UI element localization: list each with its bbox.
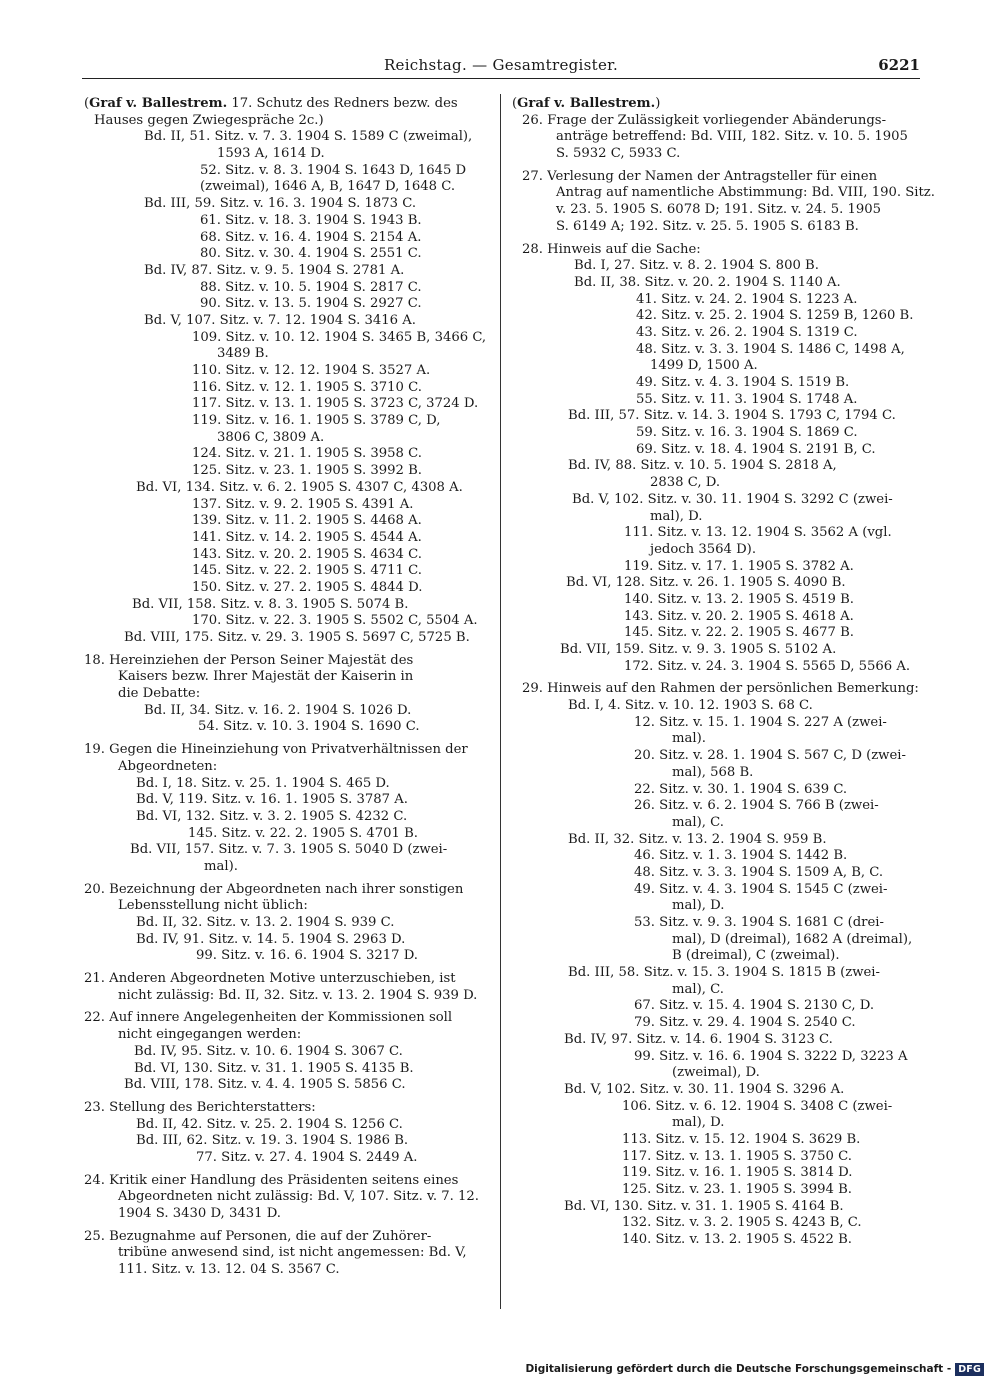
register-line: 119. Sitz. v. 16. 1. 1905 S. 3789 C, D,	[192, 413, 441, 429]
register-line: mal).	[204, 858, 238, 874]
register-line: 19. Gegen die Hineinziehung von Privatverhältnissen der	[84, 742, 468, 758]
register-line: 61. Sitz. v. 18. 3. 1904 S. 1943 B.	[200, 212, 422, 228]
register-line: 111. Sitz. v. 13. 12. 1904 S. 3562 A (vgl.	[624, 525, 892, 541]
register-line: 132. Sitz. v. 3. 2. 1905 S. 4243 B, C.	[622, 1215, 862, 1231]
register-line: 109. Sitz. v. 10. 12. 1904 S. 3465 B, 3466 C,	[192, 329, 487, 345]
column-divider	[500, 94, 501, 1309]
register-line: 43. Sitz. v. 26. 2. 1904 S. 1319 C.	[636, 324, 858, 340]
register-line: Bd. I, 4. Sitz. v. 10. 12. 1903 S. 68 C.	[568, 698, 813, 714]
register-line: 119. Sitz. v. 17. 1. 1905 S. 3782 A.	[624, 558, 854, 574]
register-line: 125. Sitz. v. 23. 1. 1905 S. 3994 B.	[622, 1182, 852, 1197]
register-line: 46. Sitz. v. 1. 3. 1904 S. 1442 B.	[634, 848, 848, 864]
register-line: 41. Sitz. v. 24. 2. 1904 S. 1223 A.	[636, 291, 858, 307]
register-line: 22. Sitz. v. 30. 1. 1904 S. 639 C.	[634, 781, 848, 797]
register-line: 67. Sitz. v. 15. 4. 1904 S. 2130 C, D.	[634, 998, 875, 1014]
register-line: 69. Sitz. v. 18. 4. 1904 S. 2191 B, C.	[636, 441, 876, 457]
register-line: 79. Sitz. v. 29. 4. 1904 S. 2540 C.	[634, 1015, 856, 1031]
register-line: Abgeordneten nicht zulässig: Bd. V, 107. Sitz. v. 7. 12.	[118, 1189, 479, 1205]
register-line: S. 5932 C, 5933 C.	[556, 146, 681, 162]
register-line: Bd. IV, 97. Sitz. v. 14. 6. 1904 S. 3123 C.	[564, 1031, 833, 1047]
register-line: Bd. VII, 157. Sitz. v. 7. 3. 1905 S. 5040 D (zwei-	[130, 842, 448, 858]
register-line: Bd. I, 18. Sitz. v. 25. 1. 1904 S. 465 D.	[136, 775, 390, 791]
register-line: 49. Sitz. v. 4. 3. 1904 S. 1545 C (zwei-	[634, 881, 888, 897]
register-line: Hauses gegen Zwiegespräche 2c.)	[94, 112, 324, 128]
register-line: Bd. VII, 159. Sitz. v. 9. 3. 1905 S. 5102 A.	[560, 642, 837, 657]
register-line: 150. Sitz. v. 27. 2. 1905 S. 4844 D.	[192, 579, 423, 595]
running-title: Reichstag. — Gesamtregister.	[383, 56, 619, 74]
dfg-logo: DFG	[955, 1363, 984, 1376]
register-line: 20. Bezeichnung der Abgeordneten nach ihrer sonstigen	[84, 881, 464, 897]
register-line: Bd. III, 62. Sitz. v. 19. 3. 1904 S. 1986 B.	[136, 1133, 409, 1149]
footer-credit	[525, 1361, 984, 1377]
register-line: Bd. VI, 130. Sitz. v. 31. 1. 1905 S. 4135 B.	[134, 1060, 414, 1076]
register-line: 55. Sitz. v. 11. 3. 1904 S. 1748 A.	[636, 391, 858, 407]
register-line: Abgeordneten:	[118, 758, 218, 774]
register-line: 116. Sitz. v. 12. 1. 1905 S. 3710 C.	[192, 379, 422, 395]
register-line: 27. Verlesung der Namen der Antragsteller für einen	[522, 168, 878, 184]
register-line: die Debatte:	[118, 686, 201, 702]
register-line: Bd. VIII, 175. Sitz. v. 29. 3. 1905 S. 5697 C, 5725 B.	[124, 630, 470, 645]
register-line: tribüne anwesend sind, ist nicht angemessen: Bd. V,	[118, 1245, 467, 1261]
right-column	[512, 96, 935, 1249]
register-line: Bd. I, 27. Sitz. v. 8. 2. 1904 S. 800 B.	[574, 258, 819, 274]
register-line: nicht zulässig: Bd. II, 32. Sitz. v. 13. 2. 1904 S. 939 D.	[118, 987, 478, 1003]
register-line: 170. Sitz. v. 22. 3. 1905 S. 5502 C, 5504 A.	[192, 613, 478, 629]
register-line: 140. Sitz. v. 13. 2. 1905 S. 4519 B.	[624, 591, 854, 607]
register-line: 111. Sitz. v. 13. 12. 04 S. 3567 C.	[118, 1262, 340, 1278]
register-line: Bd. III, 58. Sitz. v. 15. 3. 1904 S. 1815 B (zwei-	[568, 965, 880, 981]
register-line: 24. Kritik einer Handlung des Präsidenten seitens eines	[84, 1172, 459, 1188]
register-line: 48. Sitz. v. 3. 3. 1904 S. 1509 A, B, C.	[634, 864, 884, 880]
register-line: jedoch 3564 D).	[650, 541, 757, 557]
register-line: 77. Sitz. v. 27. 4. 1904 S. 2449 A.	[196, 1149, 418, 1165]
register-line: Bd. IV, 87. Sitz. v. 9. 5. 1904 S. 2781 A.	[144, 262, 405, 278]
footer-text: Digitalisierung gefördert durch die Deutsche Forschungsgemeinschaft -	[525, 1363, 952, 1375]
register-line: 48. Sitz. v. 3. 3. 1904 S. 1486 C, 1498 A,	[636, 341, 905, 357]
page-header	[82, 56, 920, 79]
register-line: 99. Sitz. v. 16. 6. 1904 S. 3217 D.	[196, 948, 419, 964]
register-line: 124. Sitz. v. 21. 1. 1905 S. 3958 C.	[192, 446, 422, 462]
register-line: S. 6149 A; 192. Sitz. v. 25. 5. 1905 S. 6183 B.	[556, 218, 859, 234]
register-line: 3806 C, 3809 A.	[217, 429, 325, 445]
register-line: Kaisers bezw. Ihrer Majestät der Kaiserin in	[118, 669, 414, 685]
register-line: 137. Sitz. v. 9. 2. 1905 S. 4391 A.	[192, 496, 414, 512]
register-line: 119. Sitz. v. 16. 1. 1905 S. 3814 D.	[622, 1165, 853, 1181]
register-line: 53. Sitz. v. 9. 3. 1904 S. 1681 C (drei-	[634, 915, 884, 930]
register-line: Lebensstellung nicht üblich:	[118, 898, 308, 914]
register-line: 80. Sitz. v. 30. 4. 1904 S. 2551 C.	[200, 246, 422, 262]
register-line: mal), D.	[672, 1115, 725, 1131]
register-line: anträge betreffend: Bd. VIII, 182. Sitz. v. 10. 5. 1905	[556, 129, 908, 145]
register-line: 20. Sitz. v. 28. 1. 1904 S. 567 C, D (zwei-	[634, 748, 906, 764]
register-line: Bd. VII, 158. Sitz. v. 8. 3. 1905 S. 5074 B.	[132, 596, 409, 612]
register-line: Bd. IV, 95. Sitz. v. 10. 6. 1904 S. 3067 C.	[134, 1043, 403, 1059]
register-line: 1499 D, 1500 A.	[650, 358, 758, 374]
register-line: 143. Sitz. v. 20. 2. 1905 S. 4618 A.	[624, 608, 854, 624]
register-line: 110. Sitz. v. 12. 12. 1904 S. 3527 A.	[192, 363, 431, 378]
register-line: (Graf v. Ballestrem.)	[512, 96, 661, 111]
register-line: 42. Sitz. v. 25. 2. 1904 S. 1259 B, 1260 B.	[636, 308, 914, 324]
register-line: 2838 C, D.	[650, 475, 721, 491]
register-line: 145. Sitz. v. 22. 2. 1905 S. 4711 C.	[192, 563, 422, 579]
register-line: 145. Sitz. v. 22. 2. 1905 S. 4677 B.	[624, 625, 854, 641]
register-line: mal), D.	[650, 508, 703, 524]
register-line: Antrag auf namentliche Abstimmung: Bd. VIII, 190. Sitz.	[556, 185, 935, 201]
register-line: (zweimal), 1646 A, B, 1647 D, 1648 C.	[200, 179, 456, 195]
register-line: 90. Sitz. v. 13. 5. 1904 S. 2927 C.	[200, 296, 422, 312]
register-line: Bd. VI, 134. Sitz. v. 6. 2. 1905 S. 4307 C, 4308 A.	[136, 479, 463, 495]
register-line: mal), C.	[672, 981, 724, 997]
register-line: B (dreimal), C (zweimal).	[672, 948, 840, 964]
register-line: Bd. IV, 88. Sitz. v. 10. 5. 1904 S. 2818 A,	[568, 458, 837, 474]
register-line: Bd. II, 32. Sitz. v. 13. 2. 1904 S. 939 C.	[136, 915, 395, 930]
register-line: 18. Hereinziehen der Person Seiner Majestät des	[84, 652, 414, 668]
register-line: 28. Hinweis auf die Sache:	[522, 241, 701, 257]
register-line: 143. Sitz. v. 20. 2. 1905 S. 4634 C.	[192, 546, 422, 562]
register-line: mal), 568 B.	[672, 764, 754, 780]
register-line: mal).	[672, 731, 706, 747]
register-line: 172. Sitz. v. 24. 3. 1904 S. 5565 D, 5566 A.	[624, 658, 911, 674]
register-line: 26. Sitz. v. 6. 2. 1904 S. 766 B (zwei-	[634, 798, 879, 814]
left-column	[84, 96, 489, 1279]
register-line: 117. Sitz. v. 13. 1. 1905 S. 3723 C, 3724 D.	[192, 396, 479, 412]
register-line: Bd. II, 34. Sitz. v. 16. 2. 1904 S. 1026 D.	[144, 702, 412, 718]
register-line: (zweimal), D.	[672, 1065, 760, 1081]
page-number: 6221	[878, 56, 920, 74]
register-line: 23. Stellung des Berichterstatters:	[84, 1099, 316, 1115]
register-line: mal), D (dreimal), 1682 A (dreimal),	[672, 931, 913, 947]
register-line: 99. Sitz. v. 16. 6. 1904 S. 3222 D, 3223 A	[634, 1048, 908, 1064]
register-line: Bd. VIII, 178. Sitz. v. 4. 4. 1905 S. 5856 C.	[124, 1077, 406, 1093]
register-line: 52. Sitz. v. 8. 3. 1904 S. 1643 D, 1645 D	[200, 162, 467, 178]
register-line: nicht eingegangen werden:	[118, 1027, 302, 1043]
register-line: Bd. II, 32. Sitz. v. 13. 2. 1904 S. 959 B.	[568, 831, 827, 847]
register-line: Bd. V, 119. Sitz. v. 16. 1. 1905 S. 3787 A.	[136, 792, 408, 808]
register-line: Bd. II, 42. Sitz. v. 25. 2. 1904 S. 1256 C.	[136, 1116, 403, 1132]
register-line: 68. Sitz. v. 16. 4. 1904 S. 2154 A.	[200, 229, 422, 245]
register-line: Bd. III, 59. Sitz. v. 16. 3. 1904 S. 1873 C.	[144, 196, 417, 212]
register-line: 25. Bezugnahme auf Personen, die auf der Zuhörer-	[84, 1228, 432, 1244]
register-line: v. 23. 5. 1905 S. 6078 D; 191. Sitz. v. 24. 5. 1905	[556, 202, 882, 218]
register-line: Bd. III, 57. Sitz. v. 14. 3. 1904 S. 1793 C, 1794 C.	[568, 408, 896, 424]
register-line: 3489 B.	[217, 346, 269, 362]
register-line: mal), D.	[672, 898, 725, 914]
register-line: Bd. II, 38. Sitz. v. 20. 2. 1904 S. 1140 A.	[574, 274, 841, 290]
register-line: 49. Sitz. v. 4. 3. 1904 S. 1519 B.	[636, 375, 850, 390]
register-line: 22. Auf innere Angelegenheiten der Kommissionen soll	[84, 1010, 453, 1026]
register-line: (Graf v. Ballestrem. 17. Schutz des Redners bezw. des	[84, 96, 458, 111]
register-line: mal), C.	[672, 814, 724, 830]
register-line: 88. Sitz. v. 10. 5. 1904 S. 2817 C.	[200, 279, 422, 295]
register-line: 106. Sitz. v. 6. 12. 1904 S. 3408 C (zwei-	[622, 1098, 893, 1114]
register-line: 59. Sitz. v. 16. 3. 1904 S. 1869 C.	[636, 425, 858, 441]
register-line: 141. Sitz. v. 14. 2. 1905 S. 4544 A.	[192, 529, 422, 545]
register-line: 12. Sitz. v. 15. 1. 1904 S. 227 A (zwei-	[634, 714, 887, 730]
register-line: 54. Sitz. v. 10. 3. 1904 S. 1690 C.	[198, 719, 420, 735]
register-line: 117. Sitz. v. 13. 1. 1905 S. 3750 C.	[622, 1148, 852, 1164]
register-line: Bd. VI, 130. Sitz. v. 31. 1. 1905 S. 4164 B.	[564, 1198, 844, 1214]
register-line: 139. Sitz. v. 11. 2. 1905 S. 4468 A.	[192, 513, 422, 529]
register-line: 1593 A, 1614 D.	[217, 146, 325, 162]
register-line: Bd. V, 102. Sitz. v. 30. 11. 1904 S. 3296 A.	[564, 1081, 845, 1097]
register-line: Bd. VI, 132. Sitz. v. 3. 2. 1905 S. 4232 C.	[136, 808, 408, 824]
register-line: 29. Hinweis auf den Rahmen der persönlichen Bemerkung:	[522, 681, 919, 697]
register-line: 145. Sitz. v. 22. 2. 1905 S. 4701 B.	[188, 825, 418, 841]
register-line: 113. Sitz. v. 15. 12. 1904 S. 3629 B.	[622, 1131, 861, 1147]
register-line: Bd. IV, 91. Sitz. v. 14. 5. 1904 S. 2963 D.	[136, 931, 406, 947]
register-line: 21. Anderen Abgeordneten Motive unterzuschieben, ist	[84, 971, 456, 987]
register-line: Bd. V, 107. Sitz. v. 7. 12. 1904 S. 3416 A.	[144, 312, 416, 328]
register-line: 140. Sitz. v. 13. 2. 1905 S. 4522 B.	[622, 1232, 852, 1248]
register-line: Bd. VI, 128. Sitz. v. 26. 1. 1905 S. 4090 B.	[566, 575, 846, 591]
register-line: 26. Frage der Zulässigkeit vorliegender Abänderungs-	[522, 112, 887, 128]
register-line: 125. Sitz. v. 23. 1. 1905 S. 3992 B.	[192, 463, 422, 479]
register-line: Bd. II, 51. Sitz. v. 7. 3. 1904 S. 1589 C (zweimal),	[144, 129, 473, 145]
register-line: 1904 S. 3430 D, 3431 D.	[118, 1206, 281, 1221]
register-line: Bd. V, 102. Sitz. v. 30. 11. 1904 S. 3292 C (zwei-	[572, 491, 893, 507]
